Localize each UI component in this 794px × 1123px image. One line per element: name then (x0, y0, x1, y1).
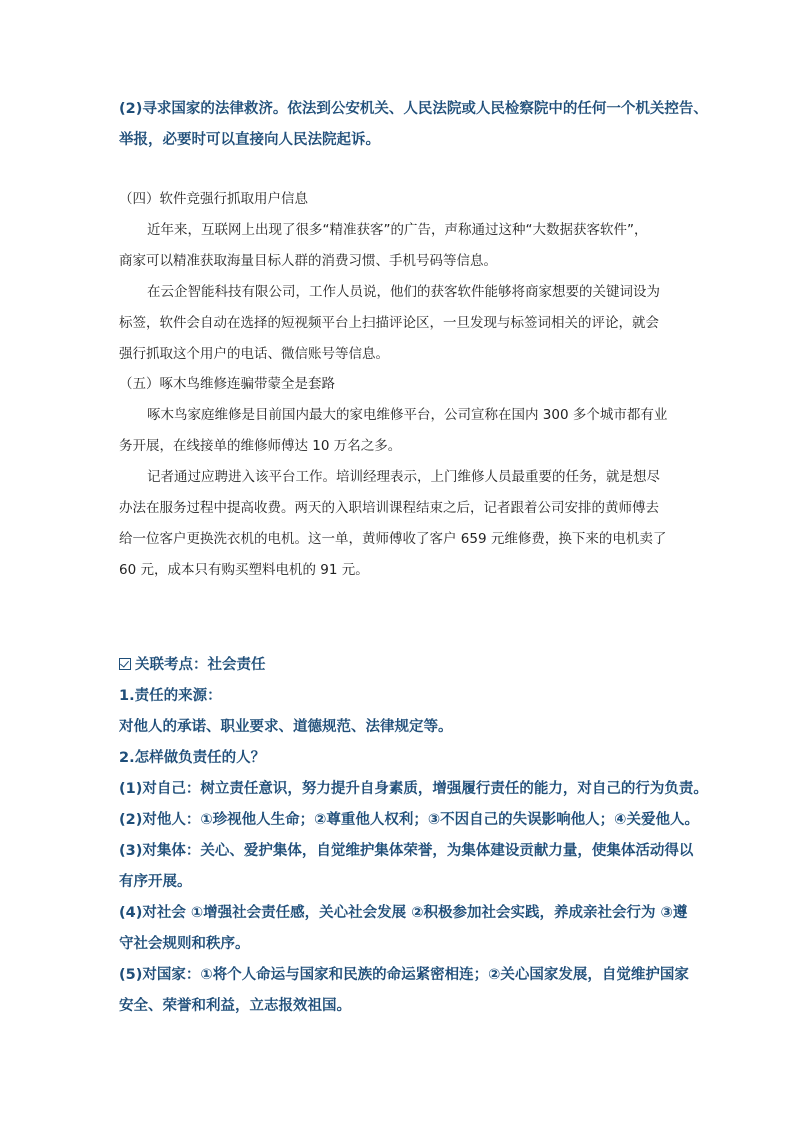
item-country-cont: 安全、荣誉和利益，立志报效祖国。 (119, 998, 351, 1014)
title-text: 关联考点：社会责任 (135, 657, 266, 673)
item-country: (5)对国家：①将个人命运与国家和民族的命运紧密相连；②关心国家发展，自觉维护国家 (119, 967, 689, 983)
related-topic-title (119, 650, 679, 681)
section-four-paragraph-2 (119, 277, 679, 370)
answer-1: 对他人的承诺、职业要求、道德规范、法律规定等。 (119, 719, 453, 735)
item-self: (1)对自己：树立责任意识，努力提升自身素质，增强履行责任的能力，对自己的行为负责。 (119, 781, 708, 797)
heading-text: （五）啄木鸟维修连骗带蒙全是套路 (119, 376, 335, 392)
heading-text: （四）软件竞强行抓取用户信息 (119, 191, 308, 207)
question-1: 1.责任的来源： (119, 688, 222, 704)
text-line: 举报，必要时可以直接向人民法院起诉。 (119, 132, 380, 148)
section-four-heading (119, 184, 679, 215)
section-five-heading (119, 369, 679, 400)
item-society-cont: 守社会规则和秩序。 (119, 936, 250, 952)
question-2: 2.怎样做负责任的人？ (119, 750, 266, 766)
legal-remedy-paragraph (119, 94, 708, 156)
text-line: 啄木鸟家庭维修是目前国内最大的家电维修平台，公司宣称在国内 300 多个城市都有业 (147, 407, 668, 423)
section-five-paragraph-1 (119, 400, 679, 462)
item-collective: (3)对集体：关心、爱护集体，自觉维护集体荣誉，为集体建设贡献力量，使集体活动得以 (119, 843, 694, 859)
text-line: 60 元，成本只有购买塑料电机的 91 元。 (119, 562, 369, 578)
checkbox-icon (119, 658, 131, 670)
text-line: 商家可以精准获取海量目标人群的消费习惯、手机号码等信息。 (119, 253, 497, 269)
related-topic-block (119, 650, 708, 1022)
text-line: 近年来，互联网上出现了很多“精准获客”的广告，声称通过这种“大数据获客软件”， (147, 222, 648, 238)
section-five-paragraph-2 (119, 462, 679, 586)
text-line: (2)寻求国家的法律救济。依法到公安机关、人民法院或人民检察院中的任何一个机关控告、 (119, 101, 708, 117)
item-collective-cont: 有序开展。 (119, 874, 192, 890)
text-line: 记者通过应聘进入该平台工作。培训经理表示，上门维修人员最重要的任务，就是想尽 (147, 469, 660, 485)
text-line: 办法在服务过程中提高收费。两天的入职培训课程结束之后，记者跟着公司安排的黄师傅去 (119, 500, 659, 516)
text-line: 在云企智能科技有限公司，工作人员说，他们的获客软件能够将商家想要的关键词设为 (147, 284, 660, 300)
text-line: 强行抓取这个用户的电话、微信账号等信息。 (119, 346, 389, 362)
text-line: 给一位客户更换洗衣机的电机。这一单，黄师傅收了客户 659 元维修费，换下来的电机卖了 (119, 531, 667, 547)
text-line: 务开展，在线接单的维修师傅达 10 万名之多。 (119, 438, 402, 454)
text-line: 标签，软件会自动在选择的短视频平台上扫描评论区，一旦发现与标签词相关的评论，就会 (119, 315, 659, 331)
item-society: (4)对社会 ①增强社会责任感，关心社会发展 ②积极参加社会实践，养成亲社会行为 ③遵 (119, 905, 688, 921)
section-four-paragraph-1 (119, 215, 679, 277)
item-others: (2)对他人：①珍视他人生命；②尊重他人权利；③不因自己的失误影响他人；④关爱他人。 (119, 812, 699, 828)
